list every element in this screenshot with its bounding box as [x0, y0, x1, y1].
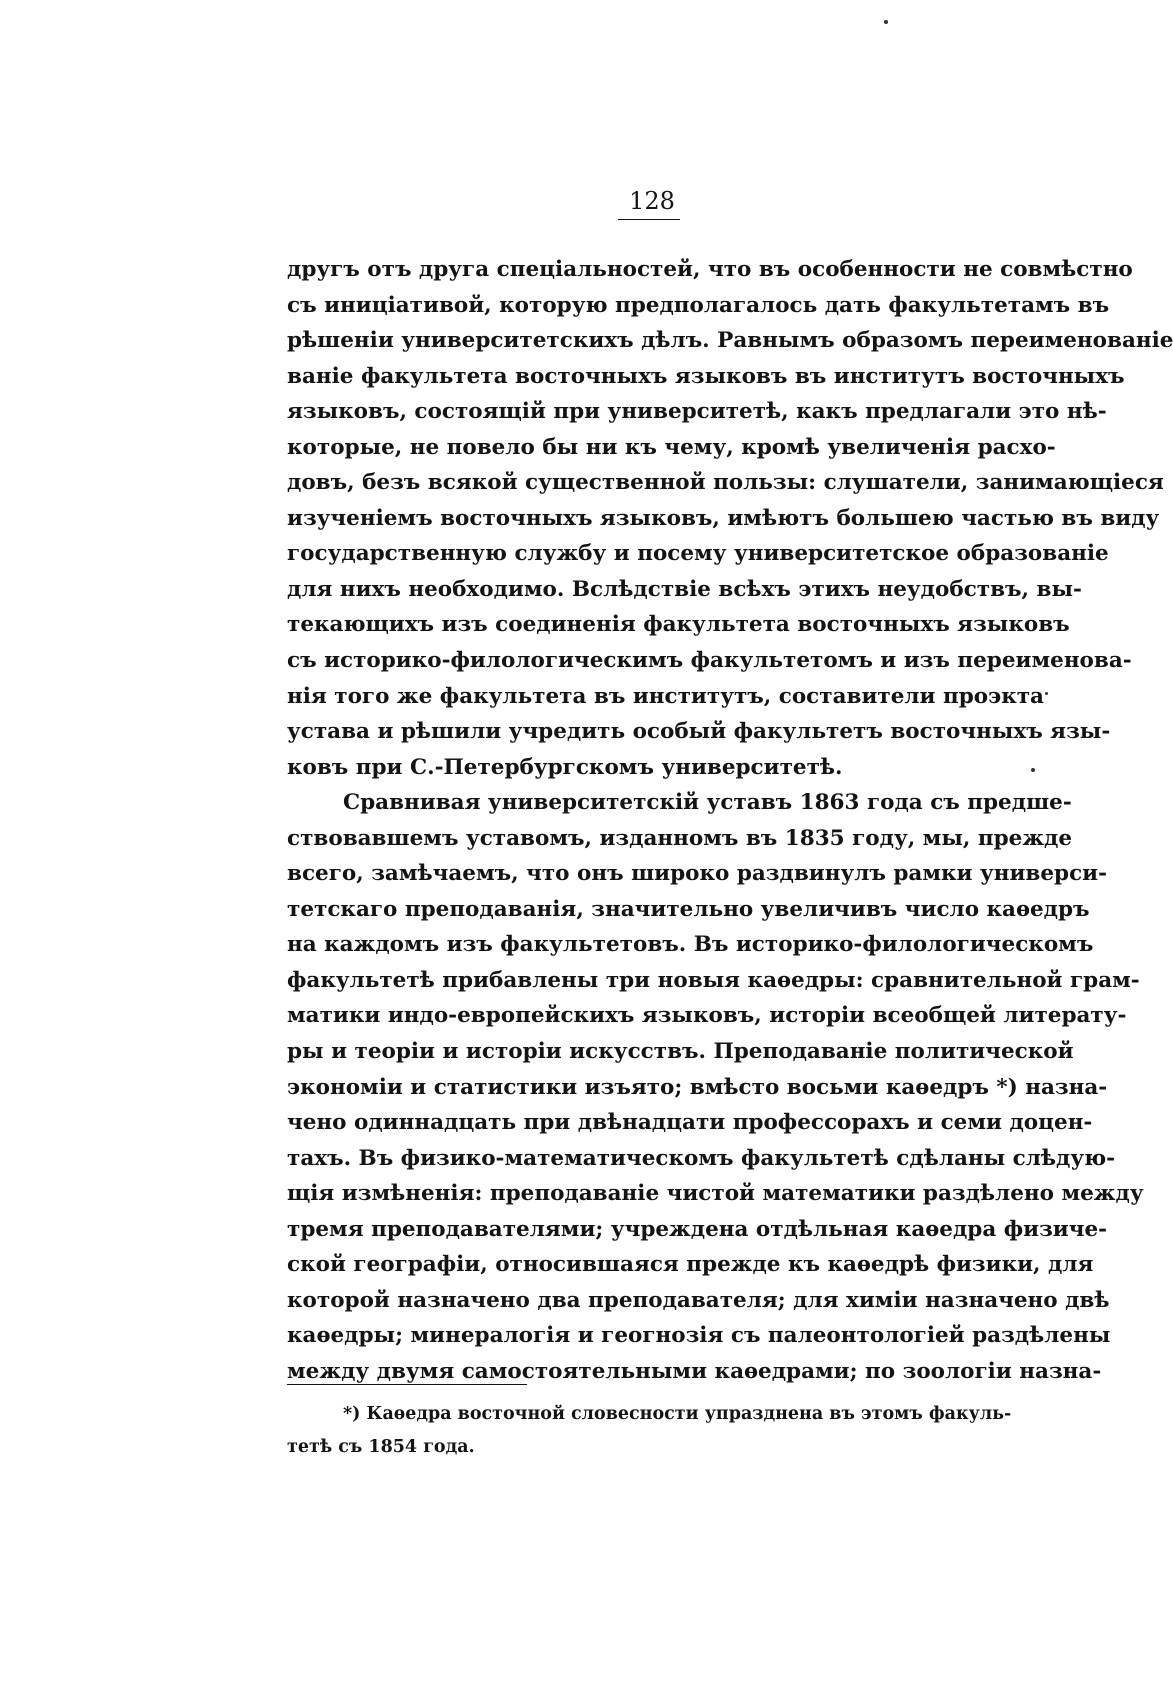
text-line: другъ отъ друга спеціальностей, что въ особенности не совмѣстно — [287, 257, 1133, 282]
text-line: языковъ, состоящій при университетѣ, какъ предлагали это нѣ- — [287, 399, 1107, 425]
text-line: тахъ. Въ физико-математическомъ факультетѣ сдѣланы слѣдую- — [287, 1145, 1116, 1171]
text-line: съ иниціативой, которую предполагалось дать факультетамъ въ — [287, 292, 1110, 318]
text-line: довъ, безъ всякой существенной пользы: слушатели, занимающіеся — [287, 470, 1164, 496]
footnote-line: *) Каѳедра восточной словесности упразднена въ этомъ факуль- — [343, 1404, 1012, 1424]
main-text — [287, 252, 1173, 1390]
text-line: ской географіи, относившаяся прежде къ каѳедрѣ физики, для — [287, 1252, 1094, 1278]
text-line: тетскаго преподаванія, значительно увеличивъ число каѳедръ — [287, 896, 1090, 922]
footnote-line: тетѣ съ 1854 года. — [287, 1437, 475, 1457]
text-line: ваніе факультета восточныхъ языковъ въ институтъ восточныхъ — [287, 363, 1125, 389]
text-line: факультетѣ прибавлены три новыя каѳедры: сравнительной грам- — [287, 967, 1140, 993]
text-line: которой назначено два преподавателя; для химіи назначено двѣ — [287, 1287, 1110, 1313]
text-line: всего, замѣчаемъ, что онъ широко раздвинулъ рамки универси- — [287, 861, 1108, 887]
text-line: каѳедры; минералогія и геогнозія съ палеонтологіей раздѣлены — [287, 1323, 1111, 1349]
text-line: ствовавшемъ уставомъ, изданномъ въ 1835 году, мы, прежде — [287, 825, 1073, 851]
footnote — [287, 1398, 1011, 1464]
text-line: устава и рѣшили учредить особый факультетъ восточныхъ язы- — [287, 719, 1111, 745]
text-line: текающихъ изъ соединенія факультета восточныхъ языковъ — [287, 612, 1070, 638]
text-line: тремя преподавателями; учреждена отдѣльная каѳедра физиче- — [287, 1216, 1108, 1242]
paragraph-start-line: Сравнивая университетскій уставъ 1863 года съ предше- — [343, 790, 1072, 816]
text-line: на каждомъ изъ факультетовъ. Въ историко-филологическомъ — [287, 932, 1094, 958]
text-line: которые, не повело бы ни къ чему, кромѣ увеличенія расхо- — [287, 434, 1056, 460]
text-line: для нихъ необходимо. Вслѣдствіе всѣхъ этихъ неудобствъ, вы- — [287, 576, 1082, 602]
page-number: 128 — [629, 187, 675, 215]
scan-speck — [884, 20, 888, 24]
text-line: нія того же факультета въ институтъ, составители проэкта — [287, 683, 1044, 709]
scan-speck — [1031, 768, 1035, 772]
text-line: матики индо-европейскихъ языковъ, исторіи всеобщей литерату- — [287, 1003, 1127, 1029]
scan-speck — [1045, 692, 1048, 695]
text-line: чено одиннадцать при двѣнадцати профессорахъ и семи доцен- — [287, 1110, 1093, 1136]
text-line: экономіи и статистики изъято; вмѣсто восьми каѳедръ *) назна- — [287, 1074, 1108, 1100]
text-line: ковъ при С.-Петербургскомъ университетѣ. — [287, 754, 843, 780]
text-line: щія измѣненія: преподаваніе чистой математики раздѣлено между — [287, 1181, 1144, 1207]
text-line: между двумя самостоятельными каѳедрами; по зоологіи назна- — [287, 1358, 1102, 1384]
text-line: съ историко-филологическимъ факультетомъ и изъ переименова- — [287, 648, 1132, 674]
footnote-separator — [287, 1384, 527, 1385]
page-number-underline — [618, 219, 680, 220]
text-line: рѣшеніи университетскихъ дѣлъ. Равнымъ образомъ переименованіе — [287, 328, 1173, 354]
text-line: изученіемъ восточныхъ языковъ, имѣютъ большею частью въ виду — [287, 505, 1160, 531]
text-line: государственную службу и посему университетское образованіе — [287, 541, 1109, 567]
text-line: ры и теоріи и исторіи искусствъ. Преподаваніе политической — [287, 1039, 1074, 1065]
